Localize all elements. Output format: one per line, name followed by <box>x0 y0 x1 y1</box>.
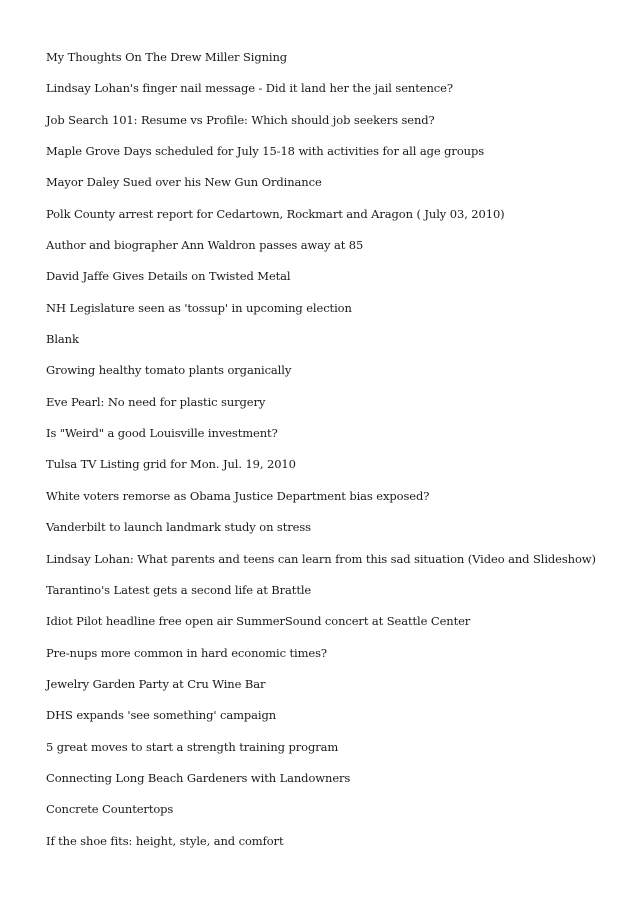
headline-item: DHS expands 'see something' campaign <box>46 708 277 723</box>
headline-item: Growing healthy tomato plants organically <box>46 363 292 378</box>
headline-item: Eve Pearl: No need for plastic surgery <box>46 394 266 409</box>
headline-item: Tarantino's Latest gets a second life at Brattle <box>46 582 312 597</box>
headline-item: White voters remorse as Obama Justice Department bias exposed? <box>46 488 430 503</box>
headline-item: Jewelry Garden Party at Cru Wine Bar <box>46 676 266 691</box>
headline-item: NH Legislature seen as 'tossup' in upcoming election <box>46 300 352 315</box>
headline-item: Author and biographer Ann Waldron passes away at 85 <box>46 238 364 253</box>
headline-item: Lindsay Lohan: What parents and teens can learn from this sad situation (Video and Slideshow) <box>46 551 596 566</box>
headline-item: Lindsay Lohan's finger nail message - Did it land her the jail sentence? <box>46 81 453 96</box>
headline-item: Vanderbilt to launch landmark study on stress <box>46 520 311 535</box>
headline-item: If the shoe fits: height, style, and comfort <box>46 833 284 848</box>
headline-item: Maple Grove Days scheduled for July 15-18 with activities for all age groups <box>46 144 485 159</box>
headline-item: Polk County arrest report for Cedartown, Rockmart and Aragon ( July 03, 2010) <box>46 206 505 221</box>
headline-item: Connecting Long Beach Gardeners with Landowners <box>46 770 351 785</box>
headline-item: Tulsa TV Listing grid for Mon. Jul. 19, 2010 <box>46 457 296 472</box>
headline-item: Job Search 101: Resume vs Profile: Which should job seekers send? <box>46 112 435 127</box>
headline-list <box>46 48 626 863</box>
headline-item: Idiot Pilot headline free open air SummerSound concert at Seattle Center <box>46 614 471 629</box>
headline-item: Pre-nups more common in hard economic times? <box>46 645 327 660</box>
headline-item: Is "Weird" a good Louisville investment? <box>46 426 278 441</box>
headline-item: Mayor Daley Sued over his New Gun Ordinance <box>46 175 322 190</box>
headline-item: 5 great moves to start a strength training program <box>46 739 339 754</box>
headline-item: Concrete Countertops <box>46 802 174 817</box>
headline-item: My Thoughts On The Drew Miller Signing <box>46 50 288 64</box>
headline-item: Blank <box>46 332 79 347</box>
headline-item: David Jaffe Gives Details on Twisted Metal <box>46 269 291 284</box>
